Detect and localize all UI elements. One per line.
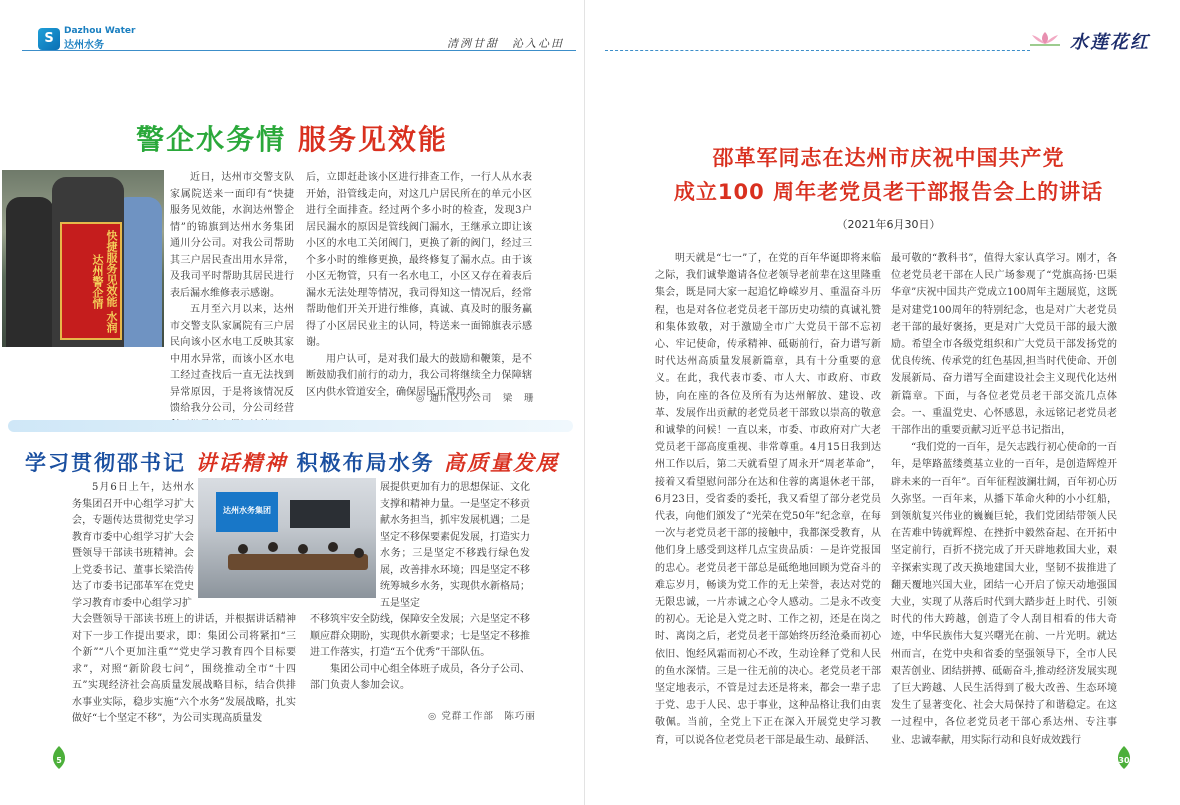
article2-col2-bottom (310, 612, 530, 695)
attendee (328, 542, 338, 552)
article2-title-part2: 讲话精神 (195, 451, 288, 475)
banner-photo (2, 170, 164, 347)
attendee (354, 548, 364, 558)
left-page (0, 0, 585, 805)
article2-title-part4: 高质量发展 (443, 451, 559, 475)
page-motto: 清洌甘甜 沁入心田 (447, 37, 564, 50)
paragraph: 5月6日上午，达州水务集团召开中心组学习扩大会，专题传达贯彻党史学习教育市委中心组学习扩大会暨领导干部读书班精神。会上党委书记、董事长梁浩传达了市委书记邵革军在党史学习教育市委中心组学习扩 (72, 482, 194, 609)
attendee (238, 544, 248, 554)
paragraph: 最可敬的“教科书”，值得大家认真学习。刚才，各位老党员老干部在人民广场参观了“党旗高扬·巴渠华章”庆祝中国共产党成立100周年主题展览，这既是对建党100周年的特别纪念，也是对广大老党员老干部的最好褒扬，更是对广大党员干部的最大激励。希望全市各级党组织和广大党员干部发扬党的优良传统、传承党的红色基因,担当时代使命、开创发展新局、奋力谱写全面建设社会主义现代化达州新篇章。下面，与各位老党员老干部交流几点体会。一、重温党史、心怀感恩，永远铭记老党员老干部作出的重要贡献习近平总书记指出， (891, 253, 1117, 437)
person-figure (6, 197, 54, 347)
paragraph: 后，立即赶赴该小区进行排查工作，一行人从水表开始，沿管线走向，对这几户居民所在的单元小区进行全面排查。经过两个多小时的检查，发现3户居民漏水的原因是管线阀门漏水，王继承立即让该小区的水电工关闭阀门，更换了新的阀门，经过三个多小时的维修更换，最终修复了漏水点。由于该小区无物管，只有一名水电工，小区又存在着表后漏水无法处理等情况，我司得知这一情况后，经常帮助他们开关开进行维修，真诚、真及时的服务赢得了小区居民业主的认同，特送来一面锦旗表示感谢。 (306, 172, 532, 348)
paragraph: 集团公司中心组全体班子成员，各分子公司、部门负责人参加会议。 (310, 663, 530, 691)
paragraph: 展提供更加有力的思想保证、文化支撑和精神力量。一是坚定不移贡献水务担当，抓牢发展机遇；二是坚定不移保要素促发展，打造实力水务；三是坚定不移践行绿色发展，改善排水环境；四是坚定不移统筹城乡水务，实现供水新格局；五是坚定 (380, 482, 530, 609)
article1-title (0, 118, 584, 158)
projection-screen: 达州水务集团 (216, 492, 278, 532)
divider-band (8, 420, 573, 432)
speech-col2 (891, 250, 1117, 749)
paragraph: 用户认可，是对我们最大的鼓励和鞭策，是不断鼓励我们前行的动力，我公司将继续全力保障辖区内供水管道安全，确保居民正常用水。 (306, 353, 532, 398)
company-logo (38, 26, 135, 51)
attendee (298, 544, 308, 554)
article1-title-part2: 服务见效能 (297, 123, 448, 156)
article2-signoff: ◎ 党群工作部 陈巧丽 (428, 708, 536, 722)
article1-title-part1: 警企水务情 (136, 123, 287, 156)
section-name: 水莲花红 (1070, 32, 1150, 53)
paragraph: 明天就是“七一”了，在党的百年华诞即将来临之际，我们诚挚邀请各位老领导老前辈在这里隆重集会，既是同大家一起追忆峥嵘岁月、重温奋斗历程，也是对各位老党员老干部历史功绩的真诚礼赞和集体致敬，对于激励全市广大党员干部不忘初心、牢记使命，传承精神、砥砺前行，奋力谱写新时代达州高质量发展新篇章，具有十分重要的意义。在此，我代表市委、市人大、市政府、市政协，向在座的各位及所有为达州解放、建设、改革、发展作出贡献的老党员老干部致以崇高的敬意和诚挚的问候！一直以来，市委、市政府对广大老党员老干部高度重视、非常尊重。4月15日我到达州工作以后，第二天就看望了周永开“周老革命”，接着又看望慰问部分在达和住蓉的离退休老干部，6月23日，受省委的委托，我又看望了部分老党员代表，向他们颁发了“光荣在党50年”纪念章，在每一次与老党员老干部的接触中，我都深受教育，从他们身上感受到这样几点宝贵品质：－是许党报国的忠心。老党员老干部总是砥绝地回顾为党奋斗的难忘岁月，畅谈为党工作的无上荣誉，表达对党的无限忠诚，一片赤诚之心令人感动。二是永不改变的初心。无论是入党之时、工作之初，还是在岗之时、离岗之后，老党员老干部始终历经沧桑而初心依旧、饱经风霜而初心不改，生动诠释了党和人民的鱼水深情。三是一往无前的决心。老党员老干部坚定地表示，不管是过去还是将来，都会一辈子忠于党、忠于人民、忠于事业，这种品格让我们由衷敬佩。当前，全党上下正在深入开展党史学习教育，可以说各位老党员老干部是最生动、最鲜活、 (655, 253, 881, 746)
tv-monitor (290, 500, 350, 528)
article2-title-part3: 积极布局水务 (296, 451, 435, 475)
logo-chinese: 达州水务 (64, 40, 104, 51)
article1-col1-top (170, 170, 294, 414)
page-number: 30 (1118, 756, 1130, 765)
article2-title (0, 447, 584, 477)
speech-title-line1: 邵革军同志在达州市庆祝中国共产党 (712, 146, 1065, 170)
header-rule (605, 50, 1030, 51)
meeting-table (228, 554, 368, 570)
article2-title-part1: 学习贯彻邵书记 (25, 451, 187, 475)
article2-col1-top (72, 480, 194, 612)
right-page (597, 0, 1180, 805)
logo-english: Dazhou Water (64, 26, 136, 36)
article1-col2 (306, 170, 532, 401)
paragraph: 不移筑牢安全防线，保障安全发展；六是坚定不移顺应群众期盼，实现供水新要求；七是坚定不移推进工作落实，打造“五个优秀”干部队伍。 (310, 614, 530, 658)
paragraph: 大会暨领导干部读书班上的讲话，并根据讲话精神对下一步工作提出要求，即：集团公司将紧扣“三个新”“八个更加注重”“党史学习教育四个目标要求”，对照“新阶段七问”，围绕推动全市“十四五”实现经济社会高质量发展战略目标，结合供排水事业实际，稳步实施“六个水务”发展战略，扎实做好“七个坚定不移”，为公司实现高质量发 (72, 614, 296, 724)
water-drop-icon: S (38, 28, 60, 50)
speech-col1 (655, 250, 881, 749)
silk-banner: 快捷服务见效能 水润达州警企情 (60, 222, 122, 340)
paragraph: 五月至六月以来，达州市交警支队家属院有三户居民向该小区水电工反映其家中用水异常，而该小区水电工经过查找后一直无法找到异常原因，于是将该情况反馈给我分公司，分公司经营 (170, 304, 294, 414)
article2-col1-bottom (72, 612, 296, 728)
article2-col2-top (380, 480, 530, 612)
meeting-photo (198, 478, 376, 598)
paragraph: 近日，达州市交警支队家属院送来一面印有“快捷服务见效能，水润达州警企情”的锦旗到达州水务集团通川分公司。对我公司帮助其三户居民查出用水异常，及我司平时帮助其居民进行表后漏水维修表示感谢。 (170, 172, 294, 299)
article1-signoff: ◎ 通川区分公司 梁 珊 (416, 390, 534, 404)
paragraph: “我们党的一百年，是矢志践行初心使命的一百年，是筚路蓝缕奠基立业的一百年，是创造辉煌开辟未来的一百年”。百年征程波澜壮阔，百年初心历久弥坚。一百年来，从播下革命火种的小小红船，到领航复兴伟业的巍巍巨轮，我们党团结带领人民在苦难中铸就辉煌、在挫折中毅然奋起、在开拓中坚定前行，百折不挠完成了开天辟地救国大业，艰辛探索实现了改天换地建国大业，坚韧不拔推进了翻天覆地兴国大业，团结一心开启了惊天动地强国大业，实现了从落后时代到大踏步赶上时代、引领时代的伟大跨越，创造了令人刮目相看的伟大奇迹，中华民族伟大复兴曙光在前、一片光明。就达州而言，在党中央和省委的坚强领导下，全市人民艰苦创业、团结拼搏、砥砺奋斗,推动经济发展实现了巨大跨越、人民生活得到了极大改善、生态环境发生了显著变化、社会大局保持了和谐稳定。在这一过程中，各位老党员老干部心系达州、专注事业、忠诚奉献，用实际行动和良好成效践行 (891, 442, 1117, 746)
attendee (268, 542, 278, 552)
speech-date: （2021年6月30日） (836, 218, 941, 231)
lotus-icon (1028, 30, 1062, 46)
speech-title-line2: 成立100 周年老党员老干部报告会上的讲话 (673, 180, 1104, 204)
header-rule (22, 50, 576, 51)
page-number: 5 (56, 756, 62, 765)
